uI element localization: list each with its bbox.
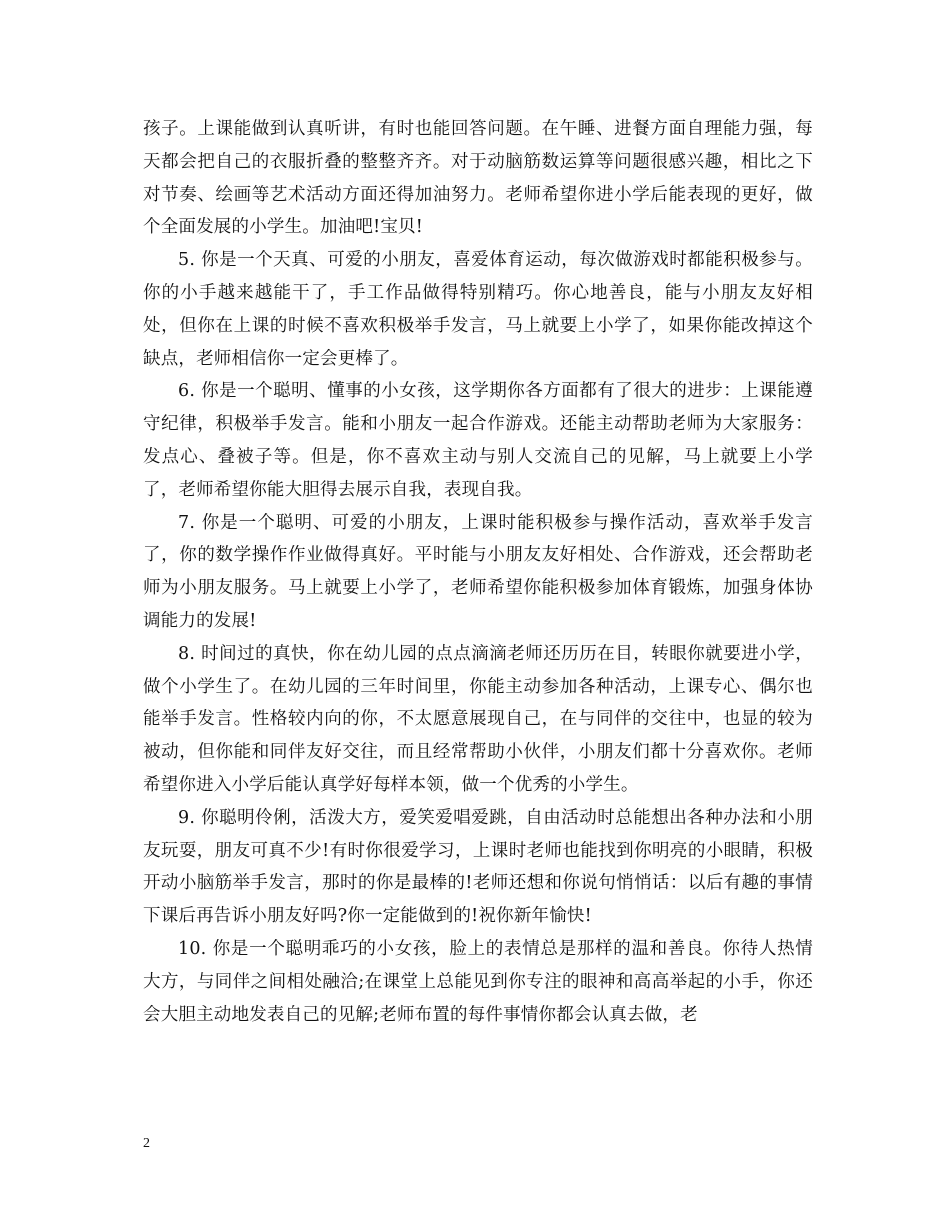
paragraph-item-9: 9. 你聪明伶俐，活泼大方，爱笑爱唱爱跳，自由活动时总能想出各种办法和小朋友玩耍，朋友可真不少!有时你很爱学习，上课时老师也能找到你明亮的小眼睛，积极开动小脑筋举手发言，那时的你是最棒的!老师还想和你说句悄悄话：以后有趣的事情下课后再告诉小朋友好吗?你一定能做到的!祝你新年愉快! [143, 807, 813, 927]
paragraph-item-8: 8. 时间过的真快，你在幼儿园的点点滴滴老师还历历在目，转眼你就要进小学，做个小学生了。在幼儿园的三年时间里，你能主动参加各种活动，上课专心、偶尔也能举手发言。性格较内向的你，不太愿意展现自己，在与同伴的交往中，也显的较为被动，但你能和同伴友好交往，而且经常帮助小伙伴，小朋友们都十分喜欢你。老师希望你进入小学后能认真学好每样本领，做一个优秀的小学生。 [143, 643, 813, 795]
paragraph-continuation: 孩子。上课能做到认真听讲，有时也能回答问题。在午睡、进餐方面自理能力强，每天都会把自己的衣服折叠的整整齐齐。对于动脑筋数运算等问题很感兴趣，相比之下对节奏、绘画等艺术活动方面还得加油努力。老师希望你进小学后能表现的更好，做个全面发展的小学生。加油吧!宝贝! [143, 119, 813, 238]
paragraph-item-10: 10. 你是一个聪明乖巧的小女孩，脸上的表情总是那样的温和善良。你待人热情大方，与同伴之间相处融洽;在课堂上总能见到你专注的眼神和高高举起的小手，你还会大胆主动地发表自己的见解;老师布置的每件事情你都会认真去做，老 [143, 938, 813, 1025]
paragraph-item-7: 7. 你是一个聪明、可爱的小朋友，上课时能积极参与操作活动，喜欢举手发言了，你的数学操作作业做得真好。平时能与小朋友友好相处、合作游戏，还会帮助老师为小朋友服务。马上就要上小学了，老师希望你能积极参加体育锻炼，加强身体协调能力的发展! [143, 512, 813, 631]
page-number: 2 [143, 1136, 150, 1151]
paragraph-item-5: 5. 你是一个天真、可爱的小朋友，喜爱体育运动，每次做游戏时都能积极参与。你的小手越来越能干了，手工作品做得特别精巧。你心地善良，能与小朋友友好相处，但你在上课的时候不喜欢积极举手发言，马上就要上小学了，如果你能改掉这个缺点，老师相信你一定会更棒了。 [143, 250, 813, 369]
paragraph-item-6: 6. 你是一个聪明、懂事的小女孩，这学期你各方面都有了很大的进步：上课能遵守纪律，积极举手发言。能和小朋友一起合作游戏。还能主动帮助老师为大家服务：发点心、叠被子等。但是，你不喜欢主动与别人交流自己的见解，马上就要上小学了，老师希望你能大胆得去展示自我，表现自我。 [143, 381, 813, 500]
document-body [143, 113, 813, 1031]
